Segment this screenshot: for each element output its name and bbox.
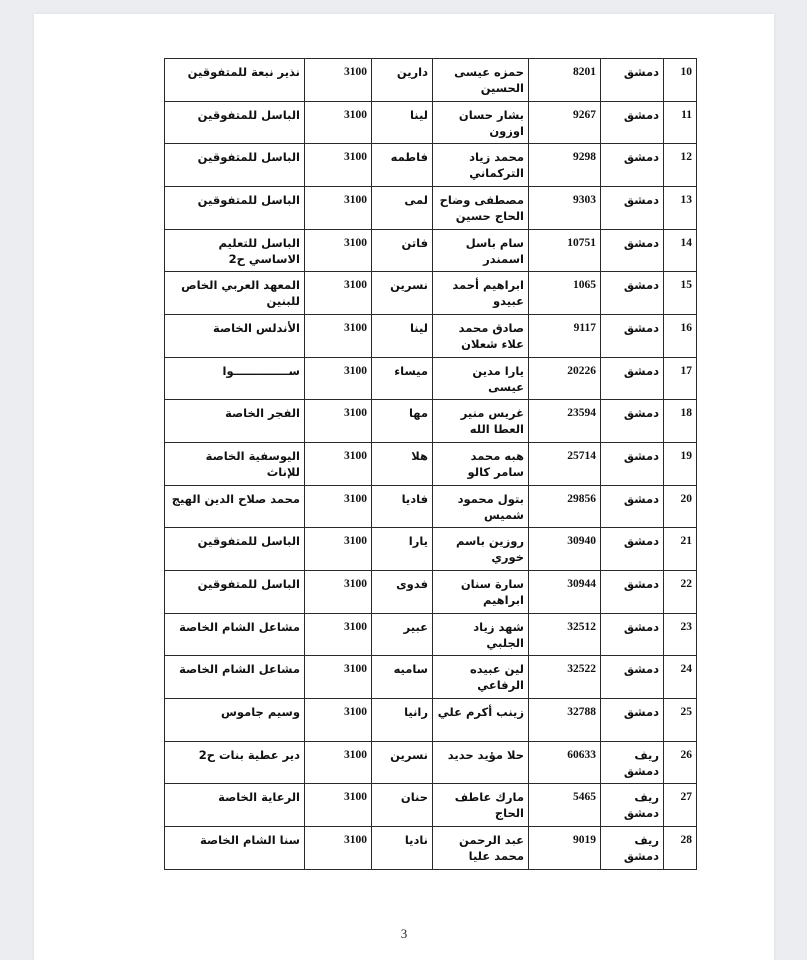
school-cell: دير عطية بنات ح2	[165, 741, 305, 784]
mother-name-cell: فاطمه	[372, 144, 433, 187]
score-cell: 3100	[305, 400, 372, 443]
governorate-cell: دمشق	[601, 315, 664, 358]
governorate-cell: دمشق	[601, 144, 664, 187]
governorate-cell: دمشق	[601, 443, 664, 486]
row-number-cell: 23	[664, 613, 697, 656]
results-table	[164, 58, 697, 870]
student-name-cell: زينب أكرم علي	[433, 699, 529, 742]
school-cell: الباسل للمتفوقين	[165, 187, 305, 230]
exam-id-cell: 32788	[529, 699, 601, 742]
governorate-cell: دمشق	[601, 699, 664, 742]
school-cell: سنا الشام الخاصة	[165, 827, 305, 870]
exam-id-cell: 30940	[529, 528, 601, 571]
mother-name-cell: حنان	[372, 784, 433, 827]
student-name-cell: ابراهيم أحمد عبيدو	[433, 272, 529, 315]
mother-name-cell: نسرين	[372, 272, 433, 315]
governorate-cell: دمشق	[601, 229, 664, 272]
row-number-cell: 22	[664, 571, 697, 614]
mother-name-cell: فاتن	[372, 229, 433, 272]
score-cell: 3100	[305, 443, 372, 486]
governorate-cell: دمشق	[601, 485, 664, 528]
exam-id-cell: 20226	[529, 357, 601, 400]
student-name-cell: مارك عاطف الحاج	[433, 784, 529, 827]
governorate-cell: دمشق	[601, 357, 664, 400]
row-number-cell: 28	[664, 827, 697, 870]
row-number-cell: 10	[664, 59, 697, 102]
governorate-cell: دمشق	[601, 400, 664, 443]
exam-id-cell: 9303	[529, 187, 601, 230]
score-cell: 3100	[305, 229, 372, 272]
row-number-cell: 11	[664, 101, 697, 144]
score-cell: 3100	[305, 272, 372, 315]
mother-name-cell: عبير	[372, 613, 433, 656]
row-number-cell: 26	[664, 741, 697, 784]
table-row	[165, 187, 697, 230]
school-cell: نذير نبعة للمتفوقين	[165, 59, 305, 102]
school-cell: محمد صلاح الدين الهيج	[165, 485, 305, 528]
row-number-cell: 21	[664, 528, 697, 571]
row-number-cell: 20	[664, 485, 697, 528]
school-cell: الفجر الخاصة	[165, 400, 305, 443]
table-row	[165, 229, 697, 272]
school-cell: وسيم جاموس	[165, 699, 305, 742]
table-row	[165, 315, 697, 358]
governorate-cell: دمشق	[601, 528, 664, 571]
school-cell: الباسل للمتفوقين	[165, 101, 305, 144]
school-cell: الأندلس الخاصة	[165, 315, 305, 358]
student-name-cell: روزين باسم خوري	[433, 528, 529, 571]
mother-name-cell: ساميه	[372, 656, 433, 699]
score-cell: 3100	[305, 656, 372, 699]
mother-name-cell: نسرين	[372, 741, 433, 784]
score-cell: 3100	[305, 485, 372, 528]
mother-name-cell: لينا	[372, 101, 433, 144]
student-name-cell: بتول محمود شميس	[433, 485, 529, 528]
student-name-cell: محمد زياد التركماني	[433, 144, 529, 187]
score-cell: 3100	[305, 101, 372, 144]
exam-id-cell: 30944	[529, 571, 601, 614]
governorate-cell: دمشق	[601, 101, 664, 144]
row-number-cell: 12	[664, 144, 697, 187]
mother-name-cell: هلا	[372, 443, 433, 486]
exam-id-cell: 1065	[529, 272, 601, 315]
row-number-cell: 27	[664, 784, 697, 827]
school-cell: الرعاية الخاصة	[165, 784, 305, 827]
school-cell: مشاعل الشام الخاصة	[165, 613, 305, 656]
mother-name-cell: لمى	[372, 187, 433, 230]
row-number-cell: 15	[664, 272, 697, 315]
mother-name-cell: يارا	[372, 528, 433, 571]
table-row	[165, 443, 697, 486]
student-name-cell: صادق محمد علاء شعلان	[433, 315, 529, 358]
student-name-cell: حمزه عيسى الحسين	[433, 59, 529, 102]
school-cell: الباسل للمتفوقين	[165, 528, 305, 571]
student-name-cell: بشار حسان اوزون	[433, 101, 529, 144]
row-number-cell: 14	[664, 229, 697, 272]
mother-name-cell: ميساء	[372, 357, 433, 400]
student-name-cell: مصطفى وضاح الحاج حسين	[433, 187, 529, 230]
table-row	[165, 784, 697, 827]
governorate-cell: دمشق	[601, 613, 664, 656]
governorate-cell: دمشق	[601, 272, 664, 315]
student-name-cell: يارا مدين عيسى	[433, 357, 529, 400]
table-row	[165, 59, 697, 102]
score-cell: 3100	[305, 187, 372, 230]
governorate-cell: دمشق	[601, 656, 664, 699]
school-cell: اليوسفية الخاصة للإناث	[165, 443, 305, 486]
table-row	[165, 357, 697, 400]
table-row	[165, 827, 697, 870]
exam-id-cell: 5465	[529, 784, 601, 827]
page-number: 3	[400, 926, 408, 941]
table-row	[165, 528, 697, 571]
exam-id-cell: 10751	[529, 229, 601, 272]
school-cell: الباسل للمتفوقين	[165, 571, 305, 614]
score-cell: 3100	[305, 59, 372, 102]
mother-name-cell: فدوى	[372, 571, 433, 614]
exam-id-cell: 25714	[529, 443, 601, 486]
table-row	[165, 656, 697, 699]
student-name-cell: سارة سنان ابراهيم	[433, 571, 529, 614]
governorate-cell: ريف دمشق	[601, 827, 664, 870]
table-row	[165, 741, 697, 784]
exam-id-cell: 9019	[529, 827, 601, 870]
governorate-cell: ريف دمشق	[601, 784, 664, 827]
exam-id-cell: 9117	[529, 315, 601, 358]
score-cell: 3100	[305, 571, 372, 614]
score-cell: 3100	[305, 784, 372, 827]
school-cell: ســــــــــــــوا	[165, 357, 305, 400]
results-table-body	[165, 59, 697, 870]
table-row	[165, 400, 697, 443]
governorate-cell: دمشق	[601, 59, 664, 102]
row-number-cell: 25	[664, 699, 697, 742]
row-number-cell: 13	[664, 187, 697, 230]
row-number-cell: 18	[664, 400, 697, 443]
exam-id-cell: 9298	[529, 144, 601, 187]
exam-id-cell: 32522	[529, 656, 601, 699]
student-name-cell: هبه محمد سامر كالو	[433, 443, 529, 486]
mother-name-cell: ناديا	[372, 827, 433, 870]
table-row	[165, 144, 697, 187]
student-name-cell: غريس منير العطا الله	[433, 400, 529, 443]
exam-id-cell: 60633	[529, 741, 601, 784]
school-cell: المعهد العربي الخاص للبنين	[165, 272, 305, 315]
table-row	[165, 699, 697, 742]
student-name-cell: سام باسل اسمندر	[433, 229, 529, 272]
student-name-cell: حلا مؤيد حديد	[433, 741, 529, 784]
score-cell: 3100	[305, 357, 372, 400]
governorate-cell: ريف دمشق	[601, 741, 664, 784]
table-row	[165, 101, 697, 144]
exam-id-cell: 23594	[529, 400, 601, 443]
governorate-cell: دمشق	[601, 187, 664, 230]
score-cell: 3100	[305, 741, 372, 784]
score-cell: 3100	[305, 699, 372, 742]
row-number-cell: 19	[664, 443, 697, 486]
score-cell: 3100	[305, 315, 372, 358]
student-name-cell: شهد زياد الجلبي	[433, 613, 529, 656]
exam-id-cell: 9267	[529, 101, 601, 144]
row-number-cell: 24	[664, 656, 697, 699]
student-name-cell: عبد الرحمن محمد عليا	[433, 827, 529, 870]
mother-name-cell: فاديا	[372, 485, 433, 528]
score-cell: 3100	[305, 827, 372, 870]
exam-id-cell: 8201	[529, 59, 601, 102]
row-number-cell: 17	[664, 357, 697, 400]
exam-id-cell: 29856	[529, 485, 601, 528]
table-row	[165, 613, 697, 656]
student-name-cell: لين عبيده الرفاعي	[433, 656, 529, 699]
governorate-cell: دمشق	[601, 571, 664, 614]
mother-name-cell: لينا	[372, 315, 433, 358]
row-number-cell: 16	[664, 315, 697, 358]
mother-name-cell: رانيا	[372, 699, 433, 742]
score-cell: 3100	[305, 613, 372, 656]
mother-name-cell: مها	[372, 400, 433, 443]
table-row	[165, 485, 697, 528]
school-cell: الباسل للتعليم الاساسي ح2	[165, 229, 305, 272]
school-cell: مشاعل الشام الخاصة	[165, 656, 305, 699]
mother-name-cell: دارين	[372, 59, 433, 102]
table-row	[165, 571, 697, 614]
exam-id-cell: 32512	[529, 613, 601, 656]
score-cell: 3100	[305, 528, 372, 571]
score-cell: 3100	[305, 144, 372, 187]
table-row	[165, 272, 697, 315]
school-cell: الباسل للمتفوقين	[165, 144, 305, 187]
document-page	[34, 14, 774, 960]
